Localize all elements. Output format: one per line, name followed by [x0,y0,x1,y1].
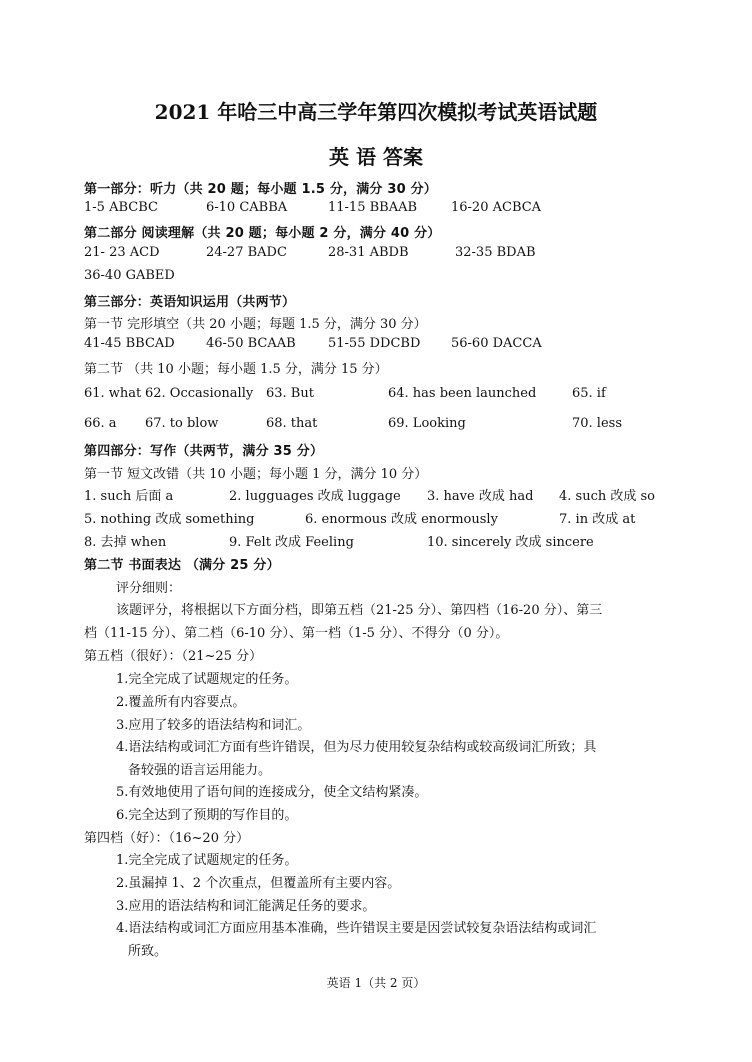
answer-group: 28-31 ABDB [328,245,409,260]
criteria-label: 评分细则： [116,581,182,596]
band4-heading: 第四档（好）：（16~20 分） [84,831,250,846]
band5-item-cont: 备较强的语言运用能力。 [128,763,272,778]
grammar-answer: 67. to blow [145,416,219,431]
part2-heading: 第二部分 阅读理解（共 20 题；每小题 2 分，满分 40 分） [84,226,441,241]
correction-answer: 2. lugguages 改成 luggage [229,489,401,504]
band4-item: 4.语法结构或词汇方面应用基本准确，些许错误主要是因尝试较复杂语法结构或词汇 [116,921,597,936]
correction-answer: 4. such 改成 so [559,489,655,504]
grammar-answer: 68. that [266,416,318,431]
band5-item: 2.覆盖所有内容要点。 [116,695,246,710]
part4-heading: 第四部分：写作（共两节，满分 35 分） [84,444,324,459]
page-title: 2021 年哈三中高三学年第四次模拟考试英语试题 [154,100,598,124]
criteria-intro: 该题评分，将根据以下方面分档，即第五档（21-25 分）、第四档（16-20 分）、第三 [116,603,603,618]
band4-item: 1.完全完成了试题规定的任务。 [116,853,298,868]
grammar-answer: 61. what [84,386,142,401]
criteria-intro: 档（11-15 分）、第二档（6-10 分）、第一档（1-5 分）、不得分（0 分）。 [84,626,509,641]
grammar-answer: 70. less [572,416,623,431]
part4-section2-heading: 第二节 书面表达 （满分 25 分） [84,558,280,573]
grammar-answer: 65. if [572,386,606,401]
answer-group: 24-27 BADC [206,245,287,260]
band5-item: 5.有效地使用了语句间的连接成分，使全文结构紧凑。 [116,785,428,800]
answer-group: 51-55 DDCBD [328,336,421,351]
band4-item: 3.应用的语法结构和词汇能满足任务的要求。 [116,899,376,914]
band4-item-cont: 所致。 [128,944,168,959]
correction-answer: 5. nothing 改成 something [84,512,255,527]
answer-group: 46-50 BCAAB [206,336,296,351]
answer-group: 21- 23 ACD [84,245,160,260]
correction-answer: 1. such 后面 a [84,489,174,504]
grammar-answer: 66. a [84,416,117,431]
part1-heading: 第一部分：听力（共 20 题；每小题 1.5 分，满分 30 分） [84,182,437,197]
correction-answer: 7. in 改成 at [559,512,636,527]
answer-group: 6-10 CABBA [206,200,288,215]
answer-group: 41-45 BBCAD [84,336,175,351]
part3-heading: 第三部分：英语知识运用（共两节） [84,295,296,310]
correction-answer: 9. Felt 改成 Feeling [229,535,354,550]
answer-group: 16-20 ACBCA [451,200,542,215]
answer-group: 11-15 BBAAB [328,200,418,215]
correction-answer: 10. sincerely 改成 sincere [427,535,594,550]
band4-item: 2.虽漏掉 1、2 个次重点，但覆盖所有主要内容。 [116,876,401,891]
page-footer: 英语 1（共 2 页） [326,976,426,990]
band5-item: 3.应用了较多的语法结构和词汇。 [116,718,311,733]
correction-answer: 6. enormous 改成 enormously [305,512,498,527]
band5-item: 6.完全达到了预期的写作目的。 [116,808,298,823]
grammar-answer: 63. But [266,386,314,401]
grammar-answer: 62. Occasionally [145,386,254,401]
part3-section1-heading: 第一节 完形填空（共 20 小题；每题 1.5 分，满分 30 分） [84,317,427,332]
grammar-answer: 69. Looking [388,416,466,431]
band5-heading: 第五档（很好）：（21~25 分） [84,649,263,664]
part3-section2-heading: 第二节 （共 10 小题；每小题 1.5 分，满分 15 分） [84,362,388,377]
band5-item: 4.语法结构或词汇方面有些许错误，但为尽力使用较复杂结构或较高级词汇所致；具 [116,740,597,755]
answer-group: 56-60 DACCA [451,336,542,351]
correction-answer: 8. 去掉 when [84,535,167,550]
correction-answer: 3. have 改成 had [427,489,534,504]
page-subtitle: 英 语 答案 [329,145,423,169]
grammar-answer: 64. has been launched [388,386,537,401]
answer-group: 36-40 GABED [84,268,175,283]
answer-group: 32-35 BDAB [455,245,536,260]
band5-item: 1.完全完成了试题规定的任务。 [116,672,298,687]
answer-group: 1-5 ABCBC [84,200,158,215]
part4-section1-heading: 第一节 短文改错（共 10 小题；每小题 1 分，满分 10 分） [84,467,428,482]
